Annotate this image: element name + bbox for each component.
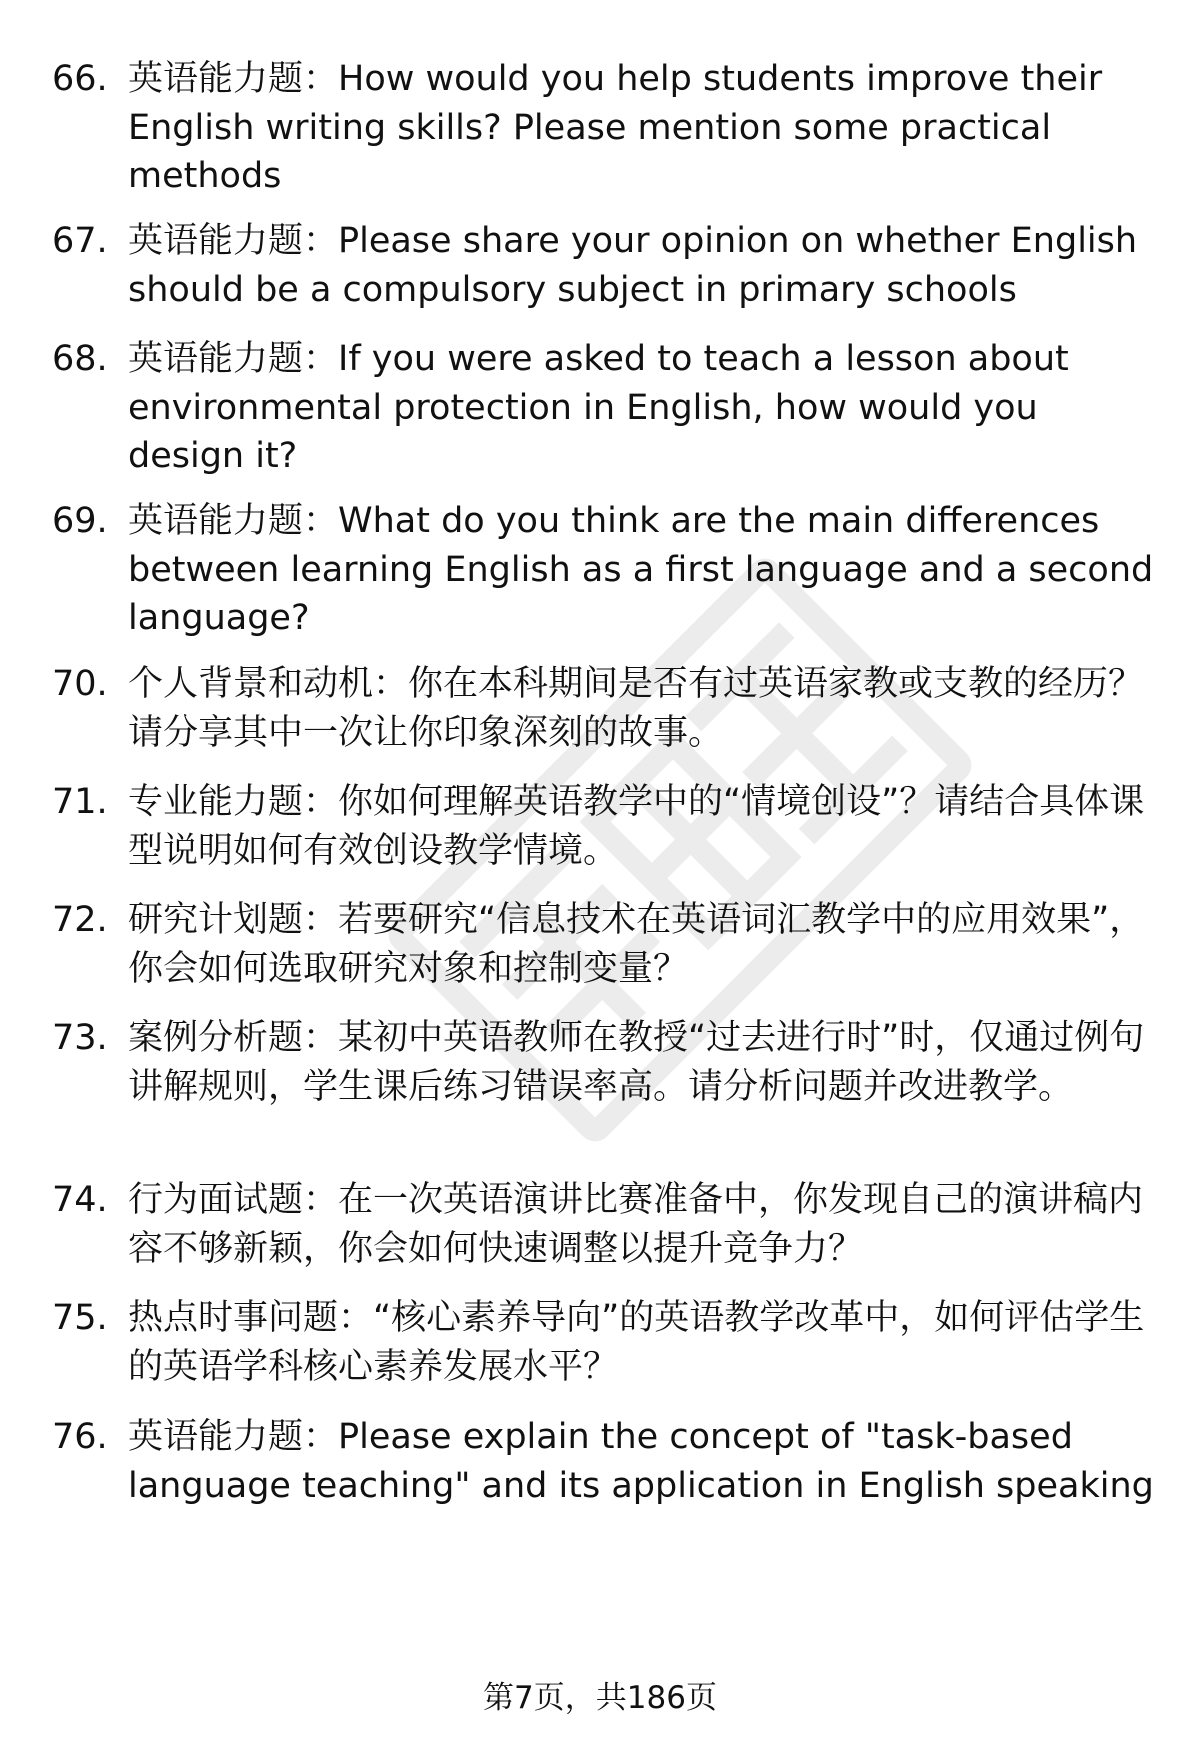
question-text: 英语能力题：If you were asked to teach a lesson about environmental protection in English, how would you design it? — [128, 339, 1069, 476]
question-item — [52, 660, 1162, 757]
question-number: 76. — [52, 1417, 108, 1457]
question-text: 案例分析题：某初中英语教师在教授“过去进行时”时，仅通过例句讲解规则，学生课后练习错误率高。请分析问题并改进教学。 — [128, 1018, 1145, 1107]
question-number: 72. — [52, 900, 108, 940]
question-text: 个人背景和动机：你在本科期间是否有过英语家教或支教的经历？请分享其中一次让你印象深刻的故事。 — [128, 664, 1144, 753]
question-number: 74. — [52, 1180, 108, 1220]
question-number: 66. — [52, 59, 108, 99]
question-text: 专业能力题：你如何理解英语教学中的“情境创设”？请结合具体课型说明如何有效创设教学情境。 — [128, 782, 1145, 871]
page-number-footer: 第7页，共186页 — [483, 1680, 717, 1716]
question-number: 71. — [52, 782, 108, 822]
question-text: 英语能力题：What do you think are the main differences between learning English as a first language and a second language? — [128, 501, 1154, 638]
question-item — [52, 1014, 1162, 1111]
question-item — [52, 896, 1162, 993]
question-item — [52, 778, 1162, 875]
question-text: 行为面试题：在一次英语演讲比赛准备中，你发现自己的演讲稿内容不够新颖，你会如何快速调整以提升竞争力？ — [128, 1180, 1144, 1269]
question-number: 75. — [52, 1298, 108, 1338]
question-number: 69. — [52, 501, 108, 541]
question-item — [52, 55, 1162, 201]
question-text: 英语能力题：Please explain the concept of "task-based language teaching" and its application in English speaking — [128, 1417, 1154, 1506]
question-item — [52, 1294, 1162, 1391]
question-text: 研究计划题：若要研究“信息技术在英语词汇教学中的应用效果”，你会如何选取研究对象和控制变量？ — [128, 900, 1145, 989]
question-number: 67. — [52, 221, 108, 261]
question-text: 英语能力题：Please share your opinion on whether English should be a compulsory subject in primary schools — [128, 221, 1138, 310]
question-item — [52, 1176, 1162, 1273]
question-number: 73. — [52, 1018, 108, 1058]
question-number: 68. — [52, 339, 108, 379]
question-item — [52, 497, 1162, 643]
question-text: 热点时事问题：“核心素养导向”的英语教学改革中，如何评估学生的英语学科核心素养发展水平？ — [128, 1298, 1145, 1387]
question-item — [52, 1413, 1162, 1510]
question-item — [52, 335, 1162, 481]
question-text: 英语能力题：How would you help students improve their English writing skills? Please mention some practical methods — [128, 59, 1103, 196]
question-item — [52, 217, 1162, 314]
question-number: 70. — [52, 664, 108, 704]
